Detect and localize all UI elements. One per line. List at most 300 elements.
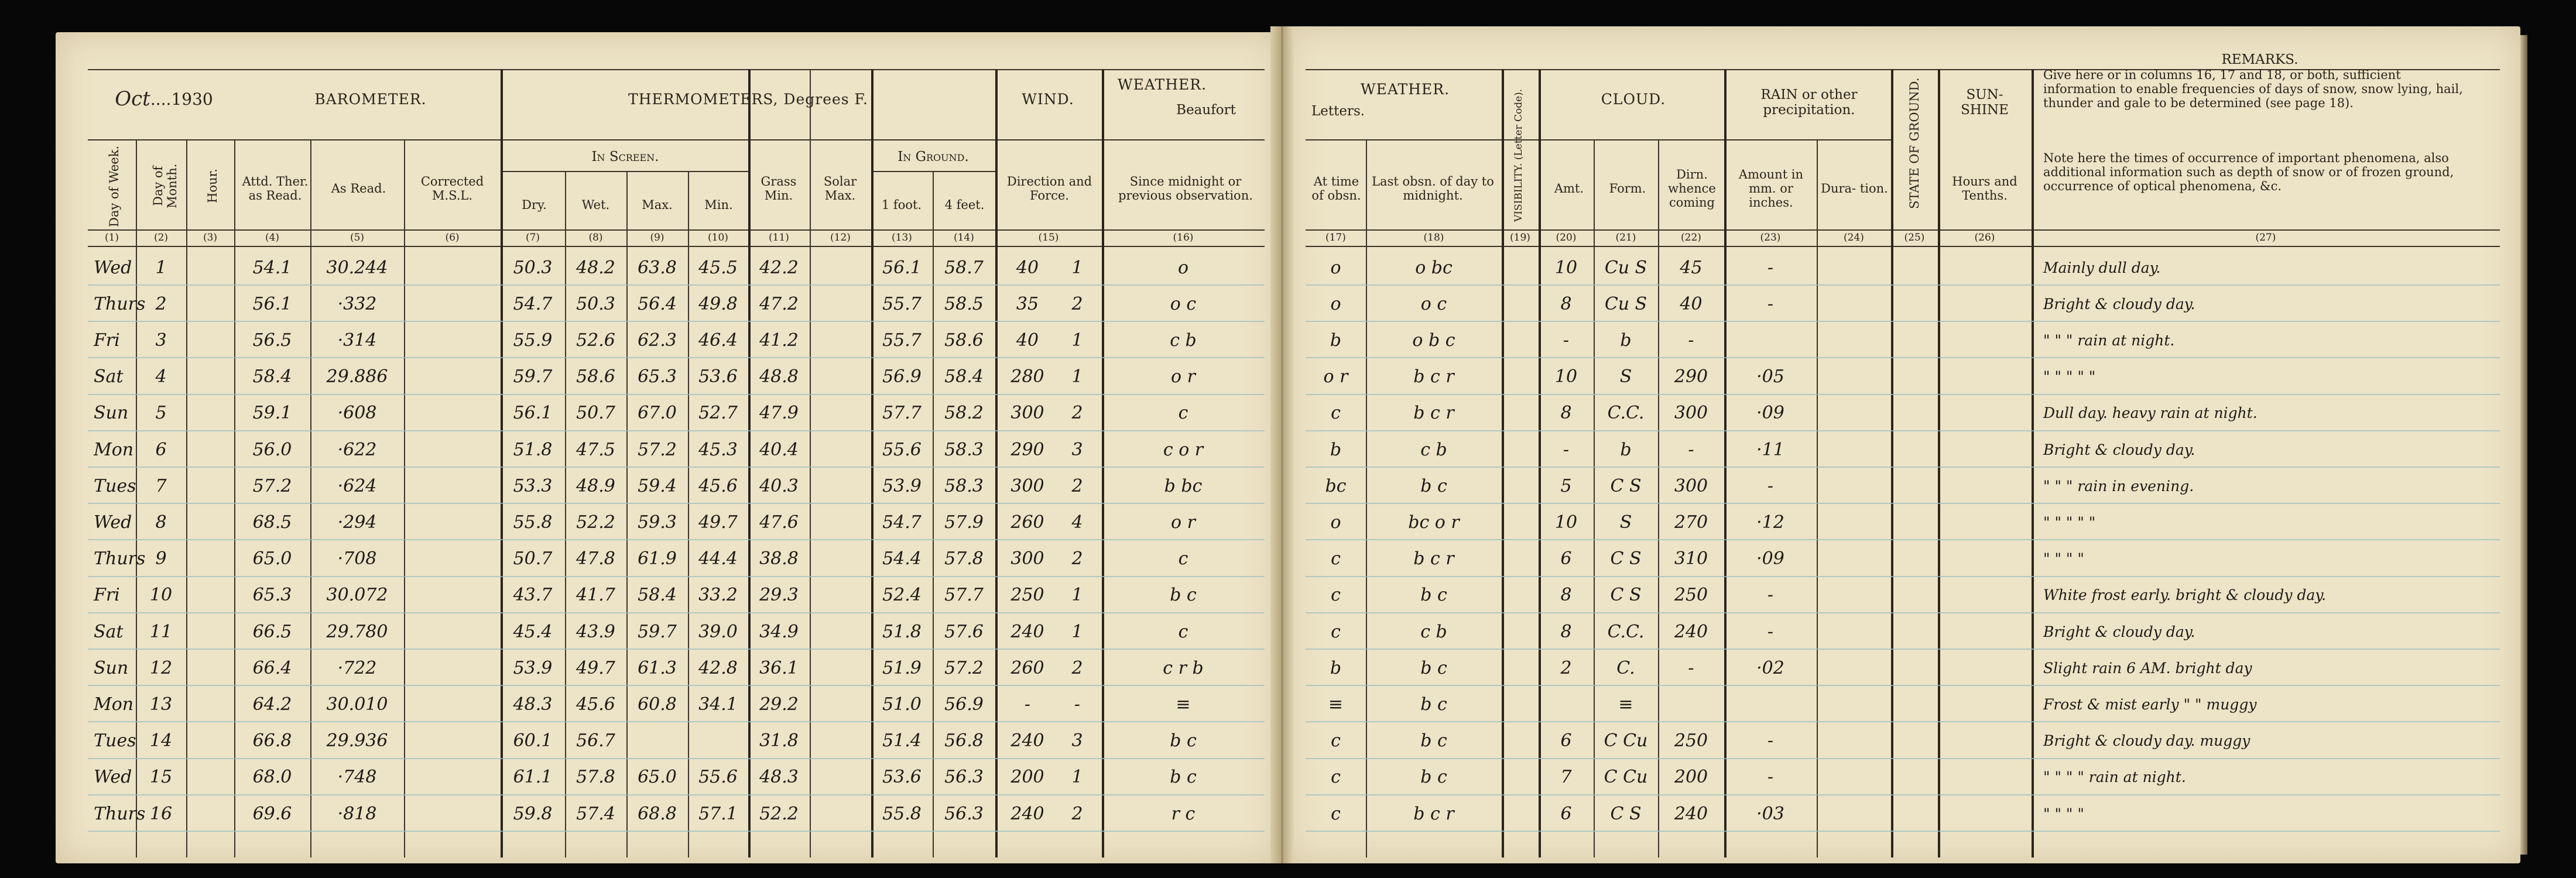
remark-cell: Mainly dull day. (2043, 259, 2161, 276)
attd-ther-cell: 58.4 (252, 366, 292, 387)
cloud-heading: CLOUD. (1601, 90, 1666, 108)
grass-min-cell: 31.8 (759, 730, 799, 752)
max-temp-cell: 56.4 (638, 293, 677, 314)
col-at-time: At time of obsn. (1311, 174, 1361, 203)
day-of-week-cell: Wed (94, 512, 132, 533)
cloud-direction-cell: - (1688, 657, 1694, 678)
book-spine (1270, 26, 1294, 863)
column-number: (9) (650, 232, 664, 244)
column-number: (2) (153, 232, 169, 244)
min-temp-cell: 42.8 (698, 657, 738, 678)
cloud-direction-cell: 200 (1674, 767, 1708, 788)
grass-min-cell: 41.2 (759, 330, 799, 351)
wind-heading: WIND. (1022, 90, 1074, 108)
cloud-amount-cell: 6 (1560, 548, 1572, 570)
wet-temp-cell: 52.2 (576, 512, 615, 533)
in-ground-heading: In Ground. (898, 149, 969, 164)
cloud-form-cell: C Cu (1604, 767, 1648, 788)
ground-4ft-cell: 56.9 (944, 694, 984, 715)
cloud-amount-cell: 8 (1560, 621, 1572, 642)
cloud-amount-cell: 2 (1560, 657, 1572, 678)
dry-temp-cell: 48.3 (513, 694, 553, 715)
ground-1ft-cell: 51.0 (882, 694, 922, 715)
day-of-week-cell: Wed (94, 257, 132, 278)
weather-at-time-cell: ≡ (1328, 694, 1344, 715)
weather-last-obsn-cell: b c (1420, 730, 1447, 752)
rain-amount-cell (1724, 322, 1817, 358)
barometer-cell: 30.010 (326, 694, 388, 715)
rain-amount-cell: - (1767, 257, 1774, 278)
weather-since-midnight-cell: b c (1170, 767, 1197, 788)
day-of-month-cell: 4 (155, 366, 167, 387)
col-divider-right-9 (2032, 69, 2034, 858)
attd-ther-cell: 64.2 (252, 694, 292, 715)
cloud-direction-cell (1658, 686, 1724, 722)
wind-force-cell: 1 (1071, 366, 1083, 387)
weather-since-midnight-cell: c (1178, 548, 1188, 570)
weather-last-obsn-cell: b c (1420, 585, 1447, 606)
wind-force-cell: 2 (1071, 803, 1083, 824)
ground-1ft-cell: 51.8 (882, 621, 922, 642)
wind-direction-cell: 290 (1010, 439, 1044, 460)
cloud-direction-cell: 290 (1674, 366, 1708, 387)
weather-since-midnight-cell: c b (1170, 330, 1197, 351)
weather-at-time-cell: b (1330, 439, 1342, 460)
grass-min-cell: 38.8 (759, 548, 799, 570)
col-four-feet: 4 feet. (944, 197, 985, 212)
day-of-week-cell: Mon (94, 439, 134, 460)
wet-temp-cell: 41.7 (576, 585, 615, 606)
max-temp-cell: 59.7 (638, 621, 677, 642)
grass-min-cell: 42.2 (759, 257, 799, 278)
day-of-month-cell: 6 (155, 439, 167, 460)
cloud-direction-cell: 250 (1674, 585, 1708, 606)
remark-cell: " " " " (2043, 805, 2084, 822)
column-number: (3) (203, 232, 218, 244)
barometer-cell: ·748 (337, 767, 377, 788)
cloud-form-cell: C S (1610, 548, 1642, 570)
wind-direction-cell: 260 (1010, 657, 1044, 678)
cloud-amount-cell: - (1563, 330, 1570, 351)
dry-temp-cell: 53.3 (513, 475, 553, 496)
dry-temp-cell: 50.3 (513, 257, 553, 278)
ground-1ft-cell: 56.1 (882, 257, 922, 278)
ground-4ft-cell: 56.8 (944, 730, 984, 752)
ground-4ft-cell: 58.4 (944, 366, 984, 387)
weather-at-time-cell: c (1331, 585, 1341, 606)
column-number: (27) (2255, 232, 2276, 244)
wet-temp-cell: 52.6 (576, 330, 615, 351)
weather-at-time-cell: c (1331, 548, 1341, 570)
cloud-form-cell: Cu S (1604, 257, 1647, 278)
cloud-amount-cell: 7 (1560, 767, 1572, 788)
min-temp-cell: 49.7 (698, 512, 738, 533)
day-of-month-cell: 1 (155, 257, 167, 278)
barometer-cell: ·332 (337, 293, 377, 314)
ground-4ft-cell: 56.3 (944, 803, 984, 824)
wind-force-cell: 1 (1071, 257, 1083, 278)
max-temp-cell: 60.8 (638, 694, 677, 715)
cloud-amount-cell: 8 (1560, 585, 1572, 606)
rain-amount-cell (1724, 686, 1817, 722)
weather-since-midnight-cell: o c (1170, 293, 1197, 314)
rain-heading: RAIN or other precipitation. (1760, 87, 1858, 118)
grass-min-cell: 29.3 (759, 585, 799, 606)
attd-ther-cell: 56.0 (252, 439, 292, 460)
wind-direction-cell: 35 (1016, 293, 1039, 314)
day-of-week-cell: Thurs (94, 548, 146, 570)
max-temp-cell: 68.8 (638, 803, 677, 824)
dry-temp-cell: 60.1 (513, 730, 553, 752)
day-of-month-cell: 5 (155, 403, 167, 424)
wet-temp-cell: 48.2 (576, 257, 615, 278)
ground-1ft-cell: 51.9 (882, 657, 922, 678)
weather-last-obsn-cell: o c (1420, 293, 1447, 314)
column-number: (10) (708, 232, 728, 244)
min-temp-cell: 34.1 (698, 694, 738, 715)
cloud-direction-cell: 240 (1674, 803, 1708, 824)
weather-at-time-cell: c (1331, 730, 1341, 752)
dry-temp-cell: 45.4 (513, 621, 553, 642)
column-number: (23) (1760, 232, 1781, 244)
remark-cell: Bright & cloudy day. (2043, 295, 2195, 313)
attd-ther-cell: 57.2 (252, 475, 292, 496)
min-temp-cell (688, 723, 748, 759)
col-attd-ther: Attd. Ther. as Read. (242, 174, 309, 203)
weather-last-obsn-cell: b c r (1413, 366, 1454, 387)
ground-1ft-cell: 55.7 (882, 330, 922, 351)
cloud-direction-cell: - (1688, 439, 1694, 460)
wind-direction-cell: 40 (1016, 330, 1039, 351)
rule-top-left (88, 69, 1265, 70)
rain-amount-cell: - (1767, 767, 1774, 788)
row-guide-line (1306, 831, 2500, 832)
rule-in-ground (872, 171, 995, 172)
day-of-month-cell: 11 (149, 621, 173, 642)
cloud-amount-cell: 10 (1554, 512, 1578, 533)
weather-since-midnight-cell: b bc (1164, 475, 1203, 496)
month-year-label (94, 82, 234, 117)
ground-4ft-cell: 56.3 (944, 767, 984, 788)
weather-at-time-cell: c (1331, 767, 1341, 788)
remark-cell: " " " rain in evening. (2043, 477, 2194, 495)
day-of-month-cell: 8 (155, 512, 167, 533)
wind-force-cell: 2 (1071, 293, 1083, 314)
grass-min-cell: 48.3 (759, 767, 799, 788)
weather-since-midnight-cell: o (1177, 257, 1189, 278)
grass-min-cell: 47.2 (759, 293, 799, 314)
col-divider-right-8 (1938, 69, 1940, 858)
rain-amount-cell: ·09 (1756, 403, 1784, 424)
barometer-cell: 30.072 (326, 585, 388, 606)
rule-header-mid-right (1306, 139, 1891, 140)
wind-direction-cell: 200 (1010, 767, 1044, 788)
day-of-week-cell: Mon (94, 694, 134, 715)
ground-4ft-cell: 57.8 (944, 548, 984, 570)
wind-direction-cell: 40 (1016, 257, 1039, 278)
remark-cell: White frost early. bright & cloudy day. (2043, 587, 2327, 604)
column-number: (11) (769, 232, 789, 244)
col-visibility: VISIBILITY. (Letter Code). (1513, 88, 1525, 222)
min-temp-cell: 45.6 (698, 475, 738, 496)
ground-4ft-cell: 58.3 (944, 439, 984, 460)
weather-at-time-cell: o (1330, 293, 1341, 314)
weather-since-midnight-cell: b c (1170, 730, 1197, 752)
column-number: (18) (1423, 232, 1444, 244)
min-temp-cell: 57.1 (698, 803, 738, 824)
column-number: (15) (1038, 232, 1059, 244)
day-of-week-cell: Tues (94, 475, 136, 496)
wind-direction-cell: - (1024, 694, 1031, 715)
cloud-direction-cell: 300 (1674, 403, 1708, 424)
rain-amount-cell: ·09 (1756, 548, 1784, 570)
rain-amount-cell: ·05 (1756, 366, 1784, 387)
rule-in-screen (502, 171, 748, 172)
cloud-direction-cell: 300 (1674, 475, 1708, 496)
cloud-direction-cell: 45 (1680, 257, 1703, 278)
min-temp-cell: 53.6 (698, 366, 738, 387)
ground-1ft-cell: 57.7 (882, 403, 922, 424)
remark-cell: " " " " (2043, 550, 2084, 568)
barometer-heading: BAROMETER. (314, 90, 427, 108)
rain-amount-cell: ·11 (1756, 439, 1784, 460)
dry-temp-cell: 43.7 (513, 585, 553, 606)
min-temp-cell: 44.4 (698, 548, 738, 570)
barometer-cell: ·818 (337, 803, 377, 824)
attd-ther-cell: 65.0 (252, 548, 292, 570)
col-one-foot: 1 foot. (881, 197, 922, 212)
dry-temp-cell: 50.7 (513, 548, 553, 570)
column-number: (20) (1556, 232, 1577, 244)
day-of-week-cell: Sat (94, 366, 124, 387)
remark-cell: " " " " " (2043, 368, 2096, 386)
col-since-midnight: Since midnight or previous observation. (1118, 174, 1253, 203)
ground-1ft-cell: 55.8 (882, 803, 922, 824)
rain-amount-cell: ·12 (1756, 512, 1784, 533)
day-of-week-cell: Sat (94, 621, 124, 642)
month-label: Oct (115, 87, 150, 111)
remarks-instructions-2: Note here the times of occurrence of important phenomena, also additional information such as depth of snow or of frozen ground, occurrence of optical phenomena, &c. (2043, 151, 2454, 194)
min-temp-cell: 39.0 (698, 621, 738, 642)
col-divider-left-4 (404, 139, 405, 858)
day-of-month-cell: 7 (155, 475, 167, 496)
column-number: (14) (954, 232, 974, 244)
attd-ther-cell: 56.1 (252, 293, 292, 314)
day-of-month-cell: 16 (149, 803, 173, 824)
day-of-month-cell: 3 (155, 330, 167, 351)
wind-force-cell: 1 (1071, 585, 1083, 606)
barometer-cell: 30.244 (326, 257, 388, 278)
attd-ther-cell: 68.0 (252, 767, 292, 788)
attd-ther-cell: 65.3 (252, 585, 292, 606)
ground-1ft-cell: 54.4 (882, 548, 922, 570)
grass-min-cell: 47.9 (759, 403, 799, 424)
col-max: Max. (642, 197, 673, 212)
weather-since-midnight-cell: c (1178, 403, 1188, 424)
col-sunshine-hours: Hours and Tenths. (1952, 174, 2017, 203)
attd-ther-cell: 54.1 (252, 257, 292, 278)
rule-numbers-left (88, 246, 1265, 247)
wind-force-cell: 3 (1071, 730, 1083, 752)
wind-force-cell: 2 (1071, 403, 1083, 424)
wet-temp-cell: 50.3 (576, 293, 615, 314)
cloud-direction-cell: 40 (1680, 293, 1703, 314)
day-of-month-cell: 2 (155, 293, 167, 314)
cloud-form-cell: C S (1610, 585, 1642, 606)
cloud-amount-cell: 10 (1554, 366, 1578, 387)
cloud-form-cell: C S (1610, 475, 1642, 496)
max-temp-cell: 58.4 (638, 585, 677, 606)
day-of-week-cell: Sun (94, 403, 129, 424)
weather-last-obsn-cell: bc o r (1408, 512, 1460, 533)
cloud-direction-cell: 270 (1674, 512, 1708, 533)
day-of-week-cell: Sun (94, 657, 129, 678)
cloud-amount-cell: 6 (1560, 803, 1572, 824)
column-number: (16) (1173, 232, 1194, 244)
cloud-form-cell: S (1619, 366, 1632, 387)
col-grass-min: Grass Min. (761, 174, 797, 203)
wind-direction-cell: 240 (1010, 621, 1044, 642)
ground-4ft-cell: 58.6 (944, 330, 984, 351)
year-label: ....1930 (150, 89, 213, 109)
attd-ther-cell: 66.5 (252, 621, 292, 642)
weather-last-obsn-cell: c b (1420, 621, 1447, 642)
max-temp-cell: 63.8 (638, 257, 677, 278)
ground-4ft-cell: 57.7 (944, 585, 984, 606)
barometer-cell: ·622 (337, 439, 377, 460)
wind-force-cell: 1 (1071, 621, 1083, 642)
page-edge (2520, 35, 2527, 855)
cloud-amount-cell: 10 (1554, 257, 1578, 278)
min-temp-cell: 46.4 (698, 330, 738, 351)
ground-4ft-cell: 57.9 (944, 512, 984, 533)
weather-last-obsn-cell: o b c (1412, 330, 1455, 351)
rule-header-mid-left (88, 139, 1265, 140)
column-number: (8) (588, 232, 603, 244)
dry-temp-cell: 53.9 (513, 657, 553, 678)
col-wet: Wet. (581, 197, 610, 212)
weather-since-midnight-cell: ≡ (1176, 694, 1191, 715)
weather-since-midnight-cell: c r b (1163, 657, 1204, 678)
cloud-amount-cell: 8 (1560, 403, 1572, 424)
weather-at-time-cell: c (1331, 403, 1341, 424)
ground-4ft-cell: 58.2 (944, 403, 984, 424)
cloud-form-cell: C S (1610, 803, 1642, 824)
col-divider-right-7 (1891, 69, 1893, 858)
cloud-direction-cell: - (1688, 330, 1694, 351)
weather-last-obsn-cell: o bc (1415, 257, 1453, 278)
wet-temp-cell: 58.6 (576, 366, 615, 387)
cloud-form-cell: b (1620, 439, 1632, 460)
ground-4ft-cell: 57.6 (944, 621, 984, 642)
ground-4ft-cell: 58.3 (944, 475, 984, 496)
dry-temp-cell: 51.8 (513, 439, 553, 460)
rain-amount-cell: ·03 (1756, 803, 1784, 824)
column-number: (13) (892, 232, 912, 244)
dry-temp-cell: 61.1 (513, 767, 553, 788)
cloud-direction-cell: 250 (1674, 730, 1708, 752)
cloud-form-cell: C.C. (1607, 403, 1645, 424)
day-of-week-cell: Wed (94, 767, 132, 788)
col-cloud-form: Form. (1609, 181, 1646, 196)
cloud-amount-cell: 5 (1560, 475, 1572, 496)
wind-force-cell: 2 (1071, 548, 1083, 570)
weather-last-obsn-cell: b c (1420, 657, 1447, 678)
ground-4ft-cell: 57.2 (944, 657, 984, 678)
ground-1ft-cell: 55.7 (882, 293, 922, 314)
max-temp-cell: 61.3 (638, 657, 677, 678)
weather-last-obsn-cell: b c r (1413, 548, 1454, 570)
column-number: (24) (1844, 232, 1864, 244)
wind-direction-cell: 240 (1010, 803, 1044, 824)
weather-heading-left: WEATHER. (1117, 76, 1207, 93)
cloud-form-cell: C. (1616, 657, 1635, 678)
wet-temp-cell: 45.6 (576, 694, 615, 715)
rain-amount-cell: - (1767, 621, 1774, 642)
weather-at-time-cell: o r (1323, 366, 1348, 387)
wind-force-cell: 2 (1071, 657, 1083, 678)
wind-force-cell: - (1074, 694, 1081, 715)
wind-force-cell: 2 (1071, 475, 1083, 496)
weather-at-time-cell: o (1330, 512, 1341, 533)
weather-heading-right: WEATHER. (1360, 80, 1450, 98)
wind-direction-cell: 300 (1010, 548, 1044, 570)
dry-temp-cell: 55.9 (513, 330, 553, 351)
min-temp-cell: 45.5 (698, 257, 738, 278)
weather-last-obsn-cell: b c r (1413, 403, 1454, 424)
ground-1ft-cell: 56.9 (882, 366, 922, 387)
grass-min-cell: 47.6 (759, 512, 799, 533)
col-cloud-amt: Amt. (1554, 181, 1584, 196)
remark-cell: Slight rain 6 AM. bright day (2043, 659, 2252, 677)
max-temp-cell: 67.0 (638, 403, 677, 424)
cloud-form-cell: Cu S (1604, 293, 1647, 314)
dry-temp-cell: 54.7 (513, 293, 553, 314)
weather-at-time-cell: c (1331, 621, 1341, 642)
remark-cell: " " " rain at night. (2043, 331, 2175, 349)
day-of-week-cell: Thurs (94, 803, 146, 824)
dry-temp-cell: 59.7 (513, 366, 553, 387)
dry-temp-cell: 55.8 (513, 512, 553, 533)
ground-1ft-cell: 52.4 (882, 585, 922, 606)
col-direction-force: Direction and Force. (1006, 174, 1092, 203)
col-corrected: Corrected M.S.L. (420, 174, 484, 203)
remark-cell: Bright & cloudy day. (2043, 441, 2195, 458)
ground-1ft-cell: 54.7 (882, 512, 922, 533)
weather-at-time-cell: b (1330, 657, 1342, 678)
weather-since-midnight-cell: o r (1171, 512, 1195, 533)
weather-at-time-cell: b (1330, 330, 1342, 351)
weather-last-obsn-cell: b c (1420, 694, 1447, 715)
weather-since-midnight-cell: c o r (1163, 439, 1204, 460)
col-rain-duration: Dura- tion. (1821, 181, 1888, 196)
wet-temp-cell: 57.4 (576, 803, 615, 824)
wind-force-cell: 3 (1071, 439, 1083, 460)
max-temp-cell: 59.4 (638, 475, 677, 496)
wet-temp-cell: 56.7 (576, 730, 615, 752)
weather-since-midnight-cell: c (1178, 621, 1188, 642)
wind-force-cell: 1 (1071, 330, 1083, 351)
column-number: (5) (350, 232, 365, 244)
cloud-form-cell: C.C. (1607, 621, 1645, 642)
col-as-read: As Read. (331, 181, 386, 196)
weather-at-time-cell: o (1330, 257, 1341, 278)
ground-1ft-cell: 51.4 (882, 730, 922, 752)
weather-since-midnight-cell: b c (1170, 585, 1197, 606)
rain-amount-cell: - (1767, 730, 1774, 752)
grass-min-cell: 34.9 (759, 621, 799, 642)
wind-direction-cell: 260 (1010, 512, 1044, 533)
